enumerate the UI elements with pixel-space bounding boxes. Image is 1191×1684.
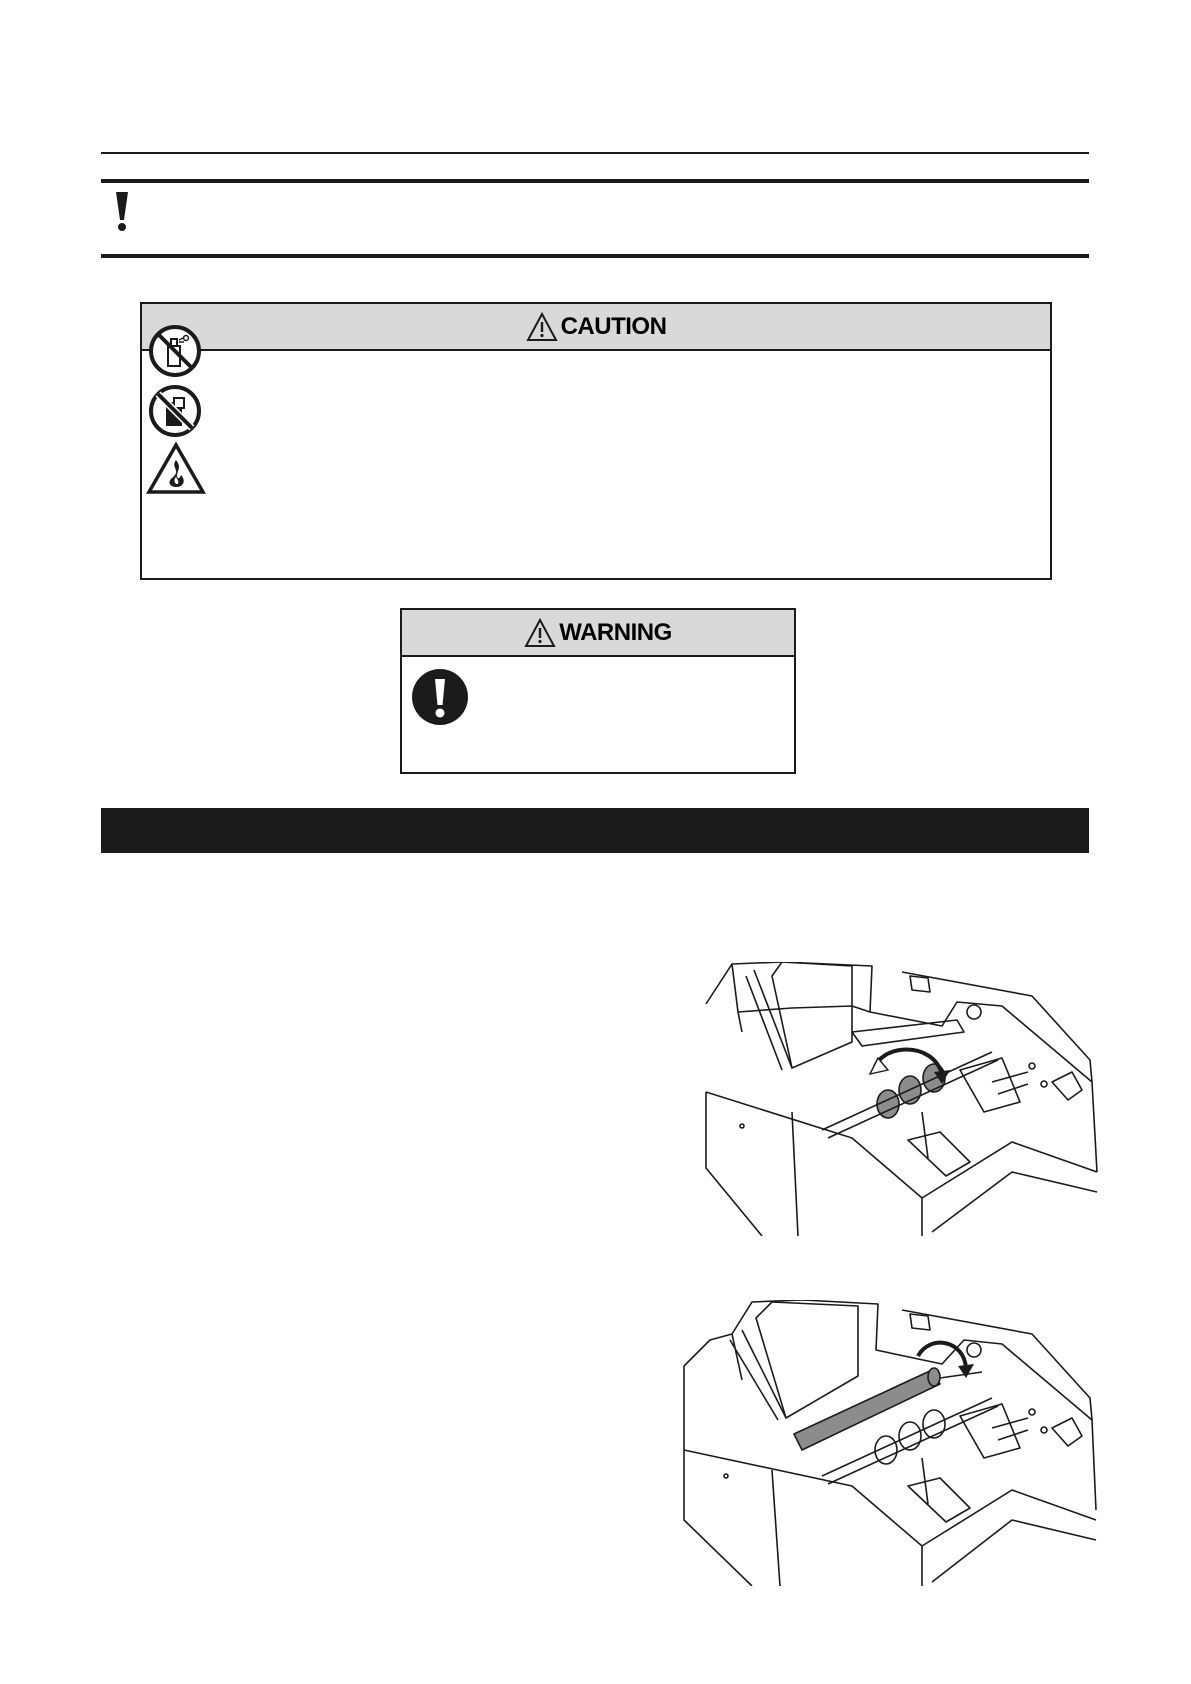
- feed-roller-shaft-illustration: [682, 1300, 1098, 1591]
- warning-triangle-icon: [526, 312, 558, 342]
- section-heading-bar: [101, 808, 1089, 853]
- caution-header: [142, 304, 1050, 351]
- notice-rule-top: [101, 179, 1089, 183]
- feed-rollers-rotation-illustration: [702, 962, 1102, 1241]
- warning-box: [400, 608, 796, 774]
- top-rule: [101, 152, 1089, 154]
- mandatory-action-icon: [411, 668, 469, 731]
- flammable-icon: [146, 442, 206, 501]
- caution-box: [140, 302, 1052, 580]
- no-spray-icon: [148, 324, 202, 383]
- exclamation-icon: [116, 192, 128, 237]
- caution-title: CAUTION: [560, 312, 667, 340]
- notice-rule-bottom: [101, 254, 1089, 258]
- warning-header: [402, 610, 794, 657]
- warning-title: WARNING: [559, 618, 672, 646]
- warning-triangle-icon: [524, 618, 556, 648]
- no-solvent-icon: [148, 384, 202, 443]
